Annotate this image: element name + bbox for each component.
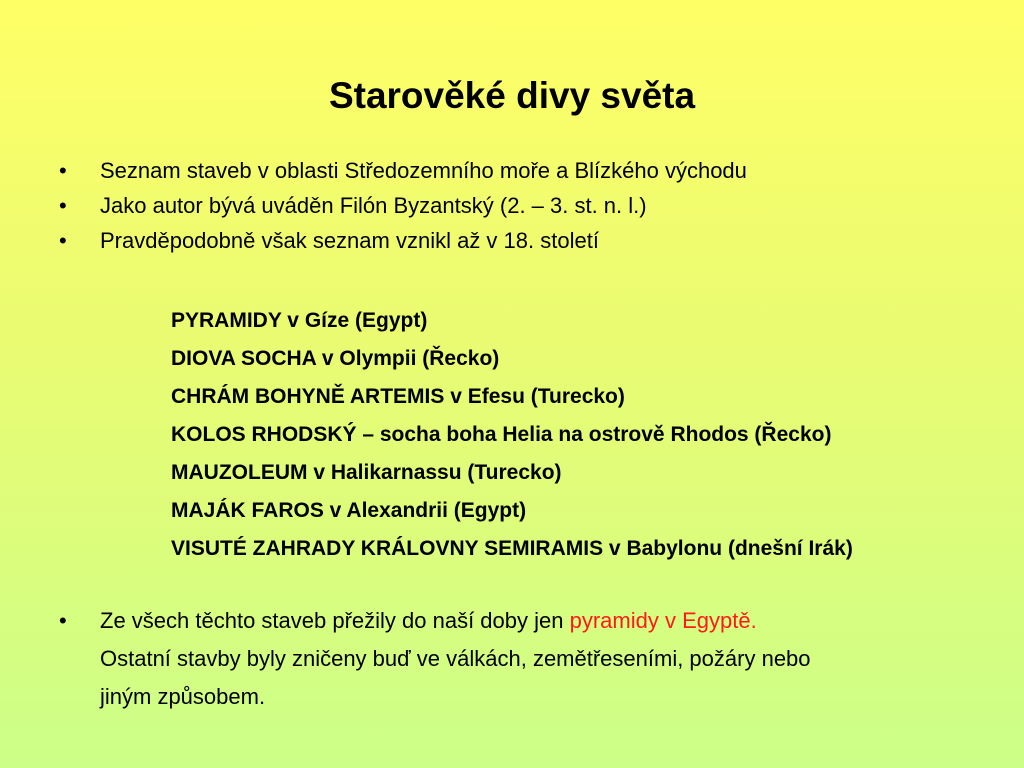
bullet-text: Seznam staveb v oblasti Středozemního moře a Blízkého východu bbox=[100, 158, 747, 183]
wonder-item: KOLOS RHODSKÝ – socha boha Helia na ostrově Rhodos (Řecko) bbox=[171, 423, 832, 446]
closing-line-1 bbox=[100, 602, 955, 640]
bullet-icon: • bbox=[59, 158, 67, 183]
bullet-text: Pravděpodobně však seznam vznikl až v 18. století bbox=[100, 228, 599, 253]
intro-bullet-list bbox=[55, 153, 995, 258]
highlighted-text: pyramidy v Egyptě. bbox=[569, 608, 757, 633]
closing-line-3: jiným způsobem. bbox=[100, 684, 266, 709]
wonder-item: CHRÁM BOHYNĚ ARTEMIS v Efesu (Turecko) bbox=[171, 385, 625, 408]
bullet-item bbox=[55, 153, 995, 188]
bullet-item bbox=[55, 223, 995, 258]
wonder-item: DIOVA SOCHA v Olympii (Řecko) bbox=[171, 347, 500, 370]
bullet-icon: • bbox=[59, 193, 67, 218]
closing-bullet bbox=[55, 602, 955, 716]
closing-bullet-item bbox=[55, 602, 955, 716]
bullet-icon: • bbox=[59, 228, 67, 253]
closing-text: Ze všech těchto staveb přežily do naší doby jen bbox=[100, 608, 570, 633]
closing-line-2: Ostatní stavby byly zničeny buď ve válkách, zemětřeseními, požáry nebo bbox=[100, 646, 811, 671]
wonder-item: PYRAMIDY v Gíze (Egypt) bbox=[171, 309, 428, 332]
wonder-item: VISUTÉ ZAHRADY KRÁLOVNY SEMIRAMIS v Babylonu (dnešní Irák) bbox=[171, 537, 853, 560]
bullet-icon: • bbox=[59, 608, 67, 633]
bullet-text: Jako autor bývá uváděn Filón Byzantský (2. – 3. st. n. l.) bbox=[100, 193, 647, 218]
slide-title: Starověké divy světa bbox=[328, 75, 696, 116]
wonders-list bbox=[171, 302, 853, 568]
wonder-item: MAUZOLEUM v Halikarnassu (Turecko) bbox=[171, 461, 562, 484]
wonder-item: MAJÁK FAROS v Alexandrii (Egypt) bbox=[171, 499, 527, 522]
bullet-item bbox=[55, 188, 995, 223]
